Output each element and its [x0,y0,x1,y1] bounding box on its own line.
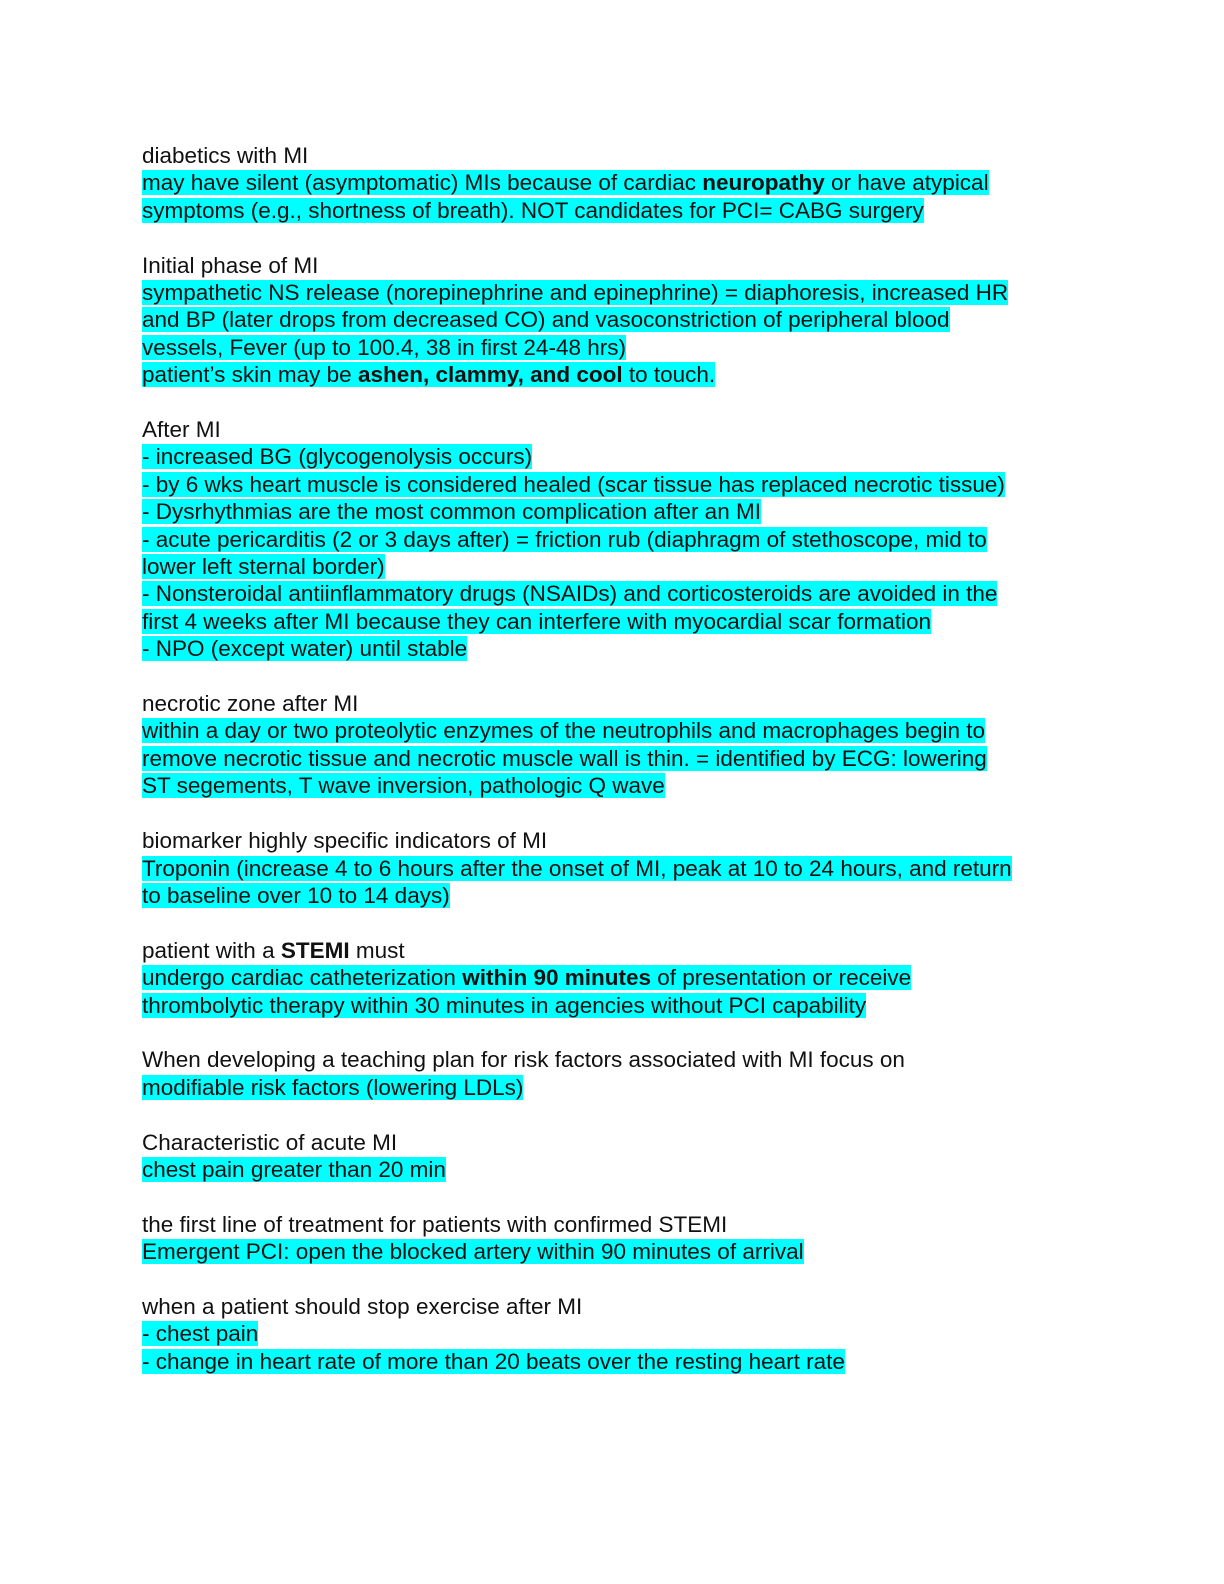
heading-text: When developing a teaching plan for risk factors associated with MI focus on [142,1047,905,1073]
note-section [142,937,1082,1019]
answer-text: symptoms (e.g., shortness of breath). NOT candidates for PCI= CABG surgery [142,197,924,223]
answer-text: patient’s skin may be [142,362,358,388]
note-section [142,827,1082,909]
highlight [142,472,1005,497]
section-heading [142,252,1082,279]
highlighted-line [142,334,1082,361]
highlight [142,280,1008,305]
highlight [142,499,761,524]
highlighted-line [142,1156,1082,1183]
note-section [142,1129,1082,1184]
highlight [142,718,985,743]
section-heading [142,827,1082,854]
highlighted-line [142,169,1082,196]
highlight [142,883,450,908]
highlight [142,993,866,1018]
highlighted-line [142,580,1082,607]
answer-text: - acute pericarditis (2 or 3 days after) = friction rub (diaphragm of stethoscope, mid to [142,526,987,552]
answer-text: lower left sternal border) [142,554,385,580]
highlighted-line [142,1074,1082,1101]
answer-text: - Nonsteroidal antiinflammatory drugs (NSAIDs) and corticosteroids are avoided in the [142,581,998,607]
answer-text: or have atypical [824,170,989,196]
highlighted-line [142,361,1082,388]
highlighted-line [142,197,1082,224]
highlighted-line [142,553,1082,580]
highlight [142,554,385,579]
highlighted-line [142,608,1082,635]
section-heading [142,690,1082,717]
highlighted-line [142,279,1082,306]
highlight [142,1349,845,1374]
heading-text: patient with a [142,937,281,963]
answer-text: and BP (later drops from decreased CO) and vasoconstriction of peripheral blood [142,307,950,333]
document-page [142,142,1082,1403]
heading-text: when a patient should stop exercise after MI [142,1293,583,1319]
heading-text: biomarker highly specific indicators of MI [142,828,548,854]
highlighted-line [142,1348,1082,1375]
note-section [142,1046,1082,1101]
bold-term: ashen, clammy, and cool [357,362,623,388]
heading-text: must [349,937,405,963]
highlight [142,444,532,469]
answer-text: ST segements, T wave inversion, pathologic Q wave [142,773,665,799]
highlight [142,636,467,661]
heading-text: necrotic zone after MI [142,691,359,717]
answer-text: - change in heart rate of more than 20 beats over the resting heart rate [142,1348,845,1374]
note-section [142,1211,1082,1266]
answer-text: - Dysrhythmias are the most common complication after an MI [142,499,761,525]
answer-text: - chest pain [142,1321,259,1347]
note-section [142,690,1082,800]
heading-text: diabetics with MI [142,143,309,168]
highlighted-line [142,526,1082,553]
highlight [142,1239,804,1264]
bold-term: within 90 minutes [462,965,651,991]
section-heading [142,1046,1082,1073]
bold-term: neuropathy [702,170,825,196]
highlighted-line [142,855,1082,882]
highlight [142,856,1012,881]
highlighted-line [142,306,1082,333]
highlight [142,965,911,990]
answer-text: modifiable risk factors (lowering LDLs) [142,1074,524,1100]
section-heading [142,1211,1082,1238]
highlighted-line [142,992,1082,1019]
answer-text: thrombolytic therapy within 30 minutes in agencies without PCI capability [142,992,867,1018]
note-section [142,142,1082,224]
note-section [142,1293,1082,1375]
highlight [142,609,931,634]
section-heading [142,1293,1082,1320]
highlighted-line [142,498,1082,525]
note-section [142,252,1082,389]
answer-text: of presentation or receive [650,965,912,991]
highlighted-line [142,717,1082,744]
highlight [142,1075,523,1100]
highlighted-line [142,443,1082,470]
highlight [142,170,989,195]
heading-text: the first line of treatment for patients with confirmed STEMI [142,1211,728,1237]
highlight [142,773,665,798]
section-heading [142,142,1082,169]
answer-text: undergo cardiac catheterization [142,965,463,991]
highlighted-line [142,471,1082,498]
heading-text: Characteristic of acute MI [142,1129,398,1155]
highlighted-line [142,1238,1082,1265]
answer-text: vessels, Fever (up to 100.4, 38 in first 24-48 hrs) [142,334,626,360]
highlighted-line [142,772,1082,799]
highlight [142,1321,258,1346]
answer-text: - NPO (except water) until stable [142,636,468,662]
answer-text: may have silent (asymptomatic) MIs because of cardiac [142,170,703,196]
highlight [142,335,626,360]
answer-text: first 4 weeks after MI because they can interfere with myocardial scar formation [142,608,932,634]
answer-text: remove necrotic tissue and necrotic muscle wall is thin. = identified by ECG: lowering [142,745,987,771]
highlighted-line [142,745,1082,772]
section-heading [142,1129,1082,1156]
answer-text: within a day or two proteolytic enzymes of the neutrophils and macrophages begin to [142,718,985,744]
answer-text: Troponin (increase 4 to 6 hours after the onset of MI, peak at 10 to 24 hours, and return [142,855,1012,881]
answer-text: - increased BG (glycogenolysis occurs) [142,444,533,470]
section-heading [142,937,1082,964]
bold-term: STEMI [280,937,350,963]
highlight [142,1157,446,1182]
heading-text: Initial phase of MI [142,252,319,278]
answer-text: to touch. [622,362,716,388]
answer-text: sympathetic NS release (norepinephrine and epinephrine) = diaphoresis, increased HR [142,280,1009,306]
highlight [142,307,950,332]
highlighted-line [142,964,1082,991]
section-heading [142,416,1082,443]
highlighted-line [142,1320,1082,1347]
highlighted-line [142,882,1082,909]
note-section [142,416,1082,663]
highlight [142,581,997,606]
answer-text: - by 6 wks heart muscle is considered healed (scar tissue has replaced necrotic tissue) [142,471,1005,497]
highlight [142,746,987,771]
answer-text: Emergent PCI: open the blocked artery within 90 minutes of arrival [142,1239,804,1265]
highlight [142,362,715,387]
answer-text: chest pain greater than 20 min [142,1156,446,1182]
heading-text: After MI [142,417,221,443]
highlight [142,198,924,223]
highlighted-line [142,635,1082,662]
highlight [142,527,987,552]
answer-text: to baseline over 10 to 14 days) [142,882,450,908]
